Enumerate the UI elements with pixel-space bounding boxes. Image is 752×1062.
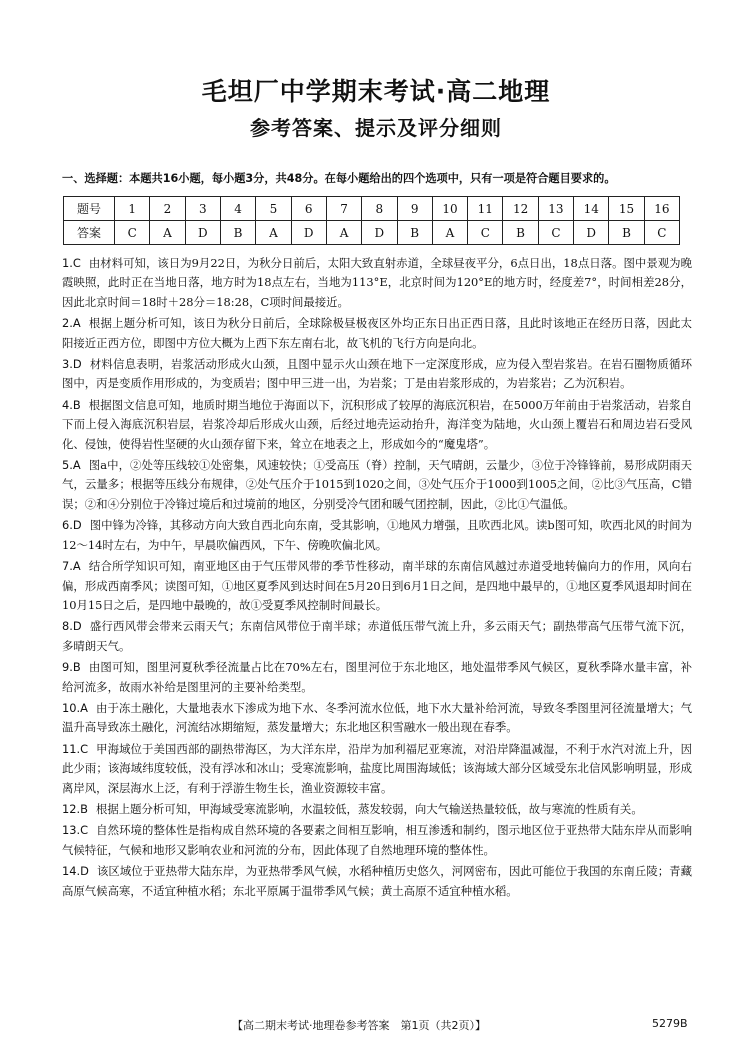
item-number: 9.	[62, 660, 73, 675]
item-answer: D	[80, 864, 89, 879]
item-number: 4.	[62, 397, 73, 412]
answer-cell: B	[503, 221, 538, 245]
explanation-item	[62, 396, 692, 454]
item-text: 该区域位于亚热带大陆东岸，为亚热带季风气候，水稻种植历史悠久，河网密布，因此可能位于我国的东南丘陵；青藏高原气候高寒，不适宜种植水稻；东北平原属于温带季风气候；黄土高原不适宜种植水稻。	[62, 864, 692, 898]
answer-cell: A	[326, 221, 361, 245]
question-number: 13	[538, 197, 573, 221]
item-text: 甲海域位于美国西部的副热带海区，为大洋东岸，沿岸为加利福尼亚寒流，对沿岸降温减湿，不利于水汽对流上升，因此少雨；该海域纬度较低，没有浮冰和冰山；受寒流影响，盐度比周围海域低；该海域大部分区域受东北信风影响明显，形成离岸风，深层海水上泛，有利于浮游生物生长，渔业资源较丰富。	[62, 741, 692, 795]
question-number: 2	[150, 197, 185, 221]
item-text: 图中锋为冷锋，其移动方向大致自西北向东南，受其影响，①地风力增强，且吹西北风。读b图可知，吹西北风的时间为12～14时左右，为中午，早晨吹偏西风，下午、傍晚吹偏北风。	[62, 518, 692, 552]
item-text: 由材料可知，该日为9月22日，为秋分日前后，太阳大致直射赤道，全球昼夜平分，6点日出，18点日落。图中景观为晚霞映照，此时正在当地日落，地方时为18点左右，当地为113°E，北京时间为120°E的地方时，经度差7°，时间相差28分，因此北京时间＝18时＋28分＝18:28，C项时间最接近。	[62, 256, 692, 309]
item-text: 盛行西风带会带来云雨天气；东南信风带位于南半球；赤道低压带气流上升，多云雨天气；副热带高气压带气流下沉，多晴朗天气。	[62, 619, 692, 653]
explanation-item	[62, 456, 692, 514]
item-text: 由于冻土融化，大量地表水下渗成为地下水、冬季河流水位低，地下水大量补给河流，导致冬季图里河径流量增大；气温升高导致冻土融化，河流结冰期缩短，蒸发量增大；东北地区积雪融水一般出现在春季。	[62, 700, 692, 735]
question-number: 3	[185, 197, 220, 221]
explanation-item	[62, 254, 692, 312]
answer-cell: C	[644, 221, 679, 245]
item-answer: A	[72, 458, 81, 473]
question-number: 6	[291, 197, 326, 221]
answer-cell: D	[291, 221, 326, 245]
item-answer: B	[80, 801, 88, 816]
item-answer: C	[72, 256, 81, 270]
explanation-item	[62, 658, 692, 697]
item-number: 10.	[62, 700, 81, 715]
explanation-item	[62, 862, 692, 901]
item-number: 1.	[62, 256, 73, 270]
item-answer: D	[72, 357, 82, 372]
question-number: 5	[256, 197, 291, 221]
item-number: 6.	[62, 518, 73, 533]
item-number: 7.	[62, 559, 73, 574]
item-text: 根据上题分析可知，甲海域受寒流影响，水温较低，蒸发较弱，向大气输送热量较低，故与寒流的性质有关。	[95, 801, 643, 816]
explanation-item	[62, 740, 692, 798]
item-text: 根据上题分析可知，该日为秋分日前后，全球除极昼极夜区外均正东日出正西日落，且此时该地正在经历日落，因此太阳接近正西方位，即图中方位大概为上西下东左南右北，故飞机的飞行方向是向北。	[62, 316, 692, 350]
item-text: 材料信息表明，岩浆活动形成火山颈，且图中显示火山颈在地下一定深度形成，应为侵入型岩浆岩。在岩石圈物质循环图中，丙是变质作用形成的，为变质岩；图中甲三进一出，为岩浆；丁是由岩浆形成的，为岩浆岩；乙为沉积岩。	[62, 357, 692, 391]
page-subtitle: 参考答案、提示及评分细则	[250, 116, 502, 140]
item-text: 图a中，②处等压线较①处密集，风速较快；①受高压（脊）控制，天气晴朗，云量少，③位于冷锋锋前，易形成阴雨天气，云量多；根据等压线分布规律，②处气压介于1015到1020之间，③处气压介于1000到1005之间，②比③气压高，C错误；②和④分别位于冷锋过境后和过境前的地区，分别受冷气团和暖气团控制，因此，②比①气温低。	[62, 458, 692, 511]
item-number: 8.	[62, 619, 73, 634]
explanation-item	[62, 314, 692, 353]
question-number: 4	[220, 197, 255, 221]
explanation-item	[62, 800, 692, 819]
explanation-list	[62, 254, 692, 903]
answer-cell: A	[256, 221, 291, 245]
item-number: 5.	[62, 458, 73, 473]
item-number: 3.	[62, 357, 73, 372]
question-number: 9	[397, 197, 432, 221]
explanation-item	[62, 557, 692, 615]
document-code: 5279B	[652, 1017, 688, 1030]
item-answer: A	[80, 700, 88, 715]
answer-cell: B	[609, 221, 644, 245]
section-heading: 一、选择题：本题共16小题，每小题3分，共48分。在每小题给出的四个选项中，只有一项是符合题目要求的。	[62, 172, 616, 185]
item-answer: A	[72, 559, 81, 574]
question-number: 11	[468, 197, 503, 221]
answer-cell: A	[432, 221, 467, 245]
item-number: 2.	[62, 316, 73, 331]
item-answer: B	[72, 660, 81, 675]
question-number: 1	[115, 197, 150, 221]
answer-cell: B	[220, 221, 255, 245]
item-answer: D	[72, 619, 82, 634]
item-number: 12.	[62, 801, 81, 816]
item-answer: C	[80, 741, 89, 756]
answer-cell: D	[362, 221, 397, 245]
row-label-answer: 答案	[64, 221, 115, 245]
explanation-item	[62, 355, 692, 394]
item-answer: D	[72, 518, 82, 533]
answer-cell: C	[468, 221, 503, 245]
explanation-item	[62, 516, 692, 555]
answer-table-number-row	[64, 197, 680, 221]
explanation-item	[62, 617, 692, 656]
item-number: 13.	[62, 823, 81, 838]
question-number: 12	[503, 197, 538, 221]
item-text: 由图可知，图里河夏秋季径流量占比在70%左右，图里河位于东北地区，地处温带季风气候区，夏秋季降水量丰富，补给河流多，故雨水补给是图里河的主要补给类型。	[62, 660, 692, 694]
item-number: 14.	[62, 864, 81, 879]
item-text: 根据图文信息可知，地质时期当地位于海面以下，沉积形成了较厚的海底沉积岩，在5000万年前由于岩浆活动，岩浆自下而上侵入海底沉积岩层，岩浆冷却后形成火山颈，后经过地壳运动抬升，海洋变为陆地，火山颈上覆岩石和周边岩石受风化、侵蚀，使得岩性坚硬的火山颈存留下来，耸立在地表之上，形成如今的“魔鬼塔”。	[62, 397, 692, 451]
answer-cell: A	[150, 221, 185, 245]
item-answer: C	[80, 823, 89, 838]
question-number: 7	[326, 197, 361, 221]
page-title: 毛坦厂中学期末考试·高二地理	[201, 77, 551, 106]
question-number: 10	[432, 197, 467, 221]
explanation-item	[62, 821, 692, 860]
item-answer: B	[72, 397, 81, 412]
question-number: 16	[644, 197, 679, 221]
explanation-item	[62, 699, 692, 738]
page-footer: 【高二期末考试·地理卷参考答案 第1页（共2页）】	[232, 1019, 486, 1032]
question-number: 15	[609, 197, 644, 221]
item-text: 结合所学知识可知，南亚地区由于气压带风带的季节性移动，南半球的东南信风越过赤道受地转偏向力的作用，风向右偏，形成西南季风；读图可知，①地区夏季风到达时间在5月20日到6月1日之间，是四地中最早的，①地区夏季风退却时间在10月15日之后，是四地中最晚的，故①受夏季风控制时间最长。	[62, 559, 692, 612]
row-label-number: 题号	[64, 197, 115, 221]
item-answer: A	[72, 316, 81, 331]
answer-table	[63, 196, 680, 245]
answer-cell: B	[397, 221, 432, 245]
item-number: 11.	[62, 741, 81, 756]
answer-cell: D	[574, 221, 609, 245]
answer-cell: C	[538, 221, 573, 245]
answer-cell: C	[115, 221, 150, 245]
answer-table-answer-row	[64, 221, 680, 245]
question-number: 8	[362, 197, 397, 221]
question-number: 14	[574, 197, 609, 221]
item-text: 自然环境的整体性是指构成自然环境的各要素之间相互影响，相互渗透和制约，图示地区位于亚热带大陆东岸从而影响气候特征，气候和地形又影响农业和河流的分布，因此体现了自然地理环境的整体性。	[62, 823, 692, 857]
answer-cell: D	[185, 221, 220, 245]
